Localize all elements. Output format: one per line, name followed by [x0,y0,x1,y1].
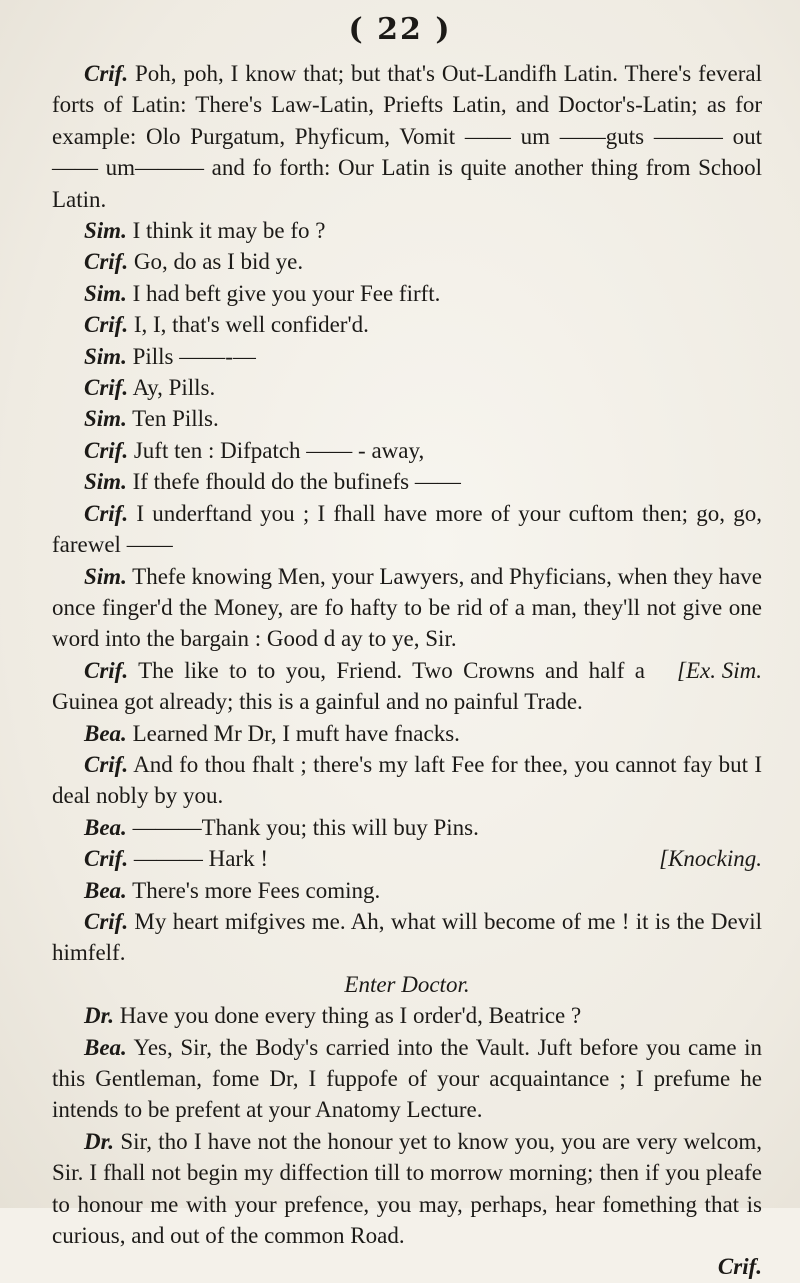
speaker-name: Dr. [84,1128,115,1154]
speech-text: Yes, Sir, the Body's carried into the Vault. Juft before you came in this Gentleman, fome Dr, I fuppofe of your acquaintance ; I prefume he intends to be prefent at your Anatomy Lecture. [52,1034,762,1123]
speech-text: Poh, poh, I know that; but that's Out-Landifh Latin. There's feveral forts of Latin: There's Law-Latin, Priefts Latin, and Doctor's-Latin; as for example: Olo Purgatum, Phyficum, Vomit —— um ——guts ——— out —— um——— and fo forth: Our Latin is quite another thing from School Latin. [52,61,762,212]
speech-text: I had beft give you your Fee firft. [132,280,441,306]
speech-text: Ten Pills. [132,406,219,432]
dialogue-line [52,843,762,874]
catchword: Crif. [717,1254,762,1280]
speaker-name: Crif. [84,657,129,683]
speaker-name: Bea. [84,720,127,746]
speaker-name: Sim. [84,406,127,432]
dialogue-line [52,498,762,561]
dialogue-line [52,875,762,906]
speech-text: Learned Mr Dr, I muft have fnacks. [132,720,460,746]
dialogue-line [52,655,762,718]
speaker-name: Sim. [84,218,127,244]
speech-text: I think it may be fo ? [132,218,326,244]
stage-direction: Enter Doctor. [344,971,470,997]
speech-text-continued: Two Crowns and half a Guinea got already; this is a gainful and no painful Trade. [52,657,646,715]
speech-text: Go, do as I bid ye. [133,249,304,275]
dialogue-line [52,1126,762,1252]
speaker-name: Crif. [84,249,129,275]
speech-text: My heart mifgives me. Ah, what will become of me ! it is the Devil himfelf. [52,908,762,966]
speaker-name: Crif. [84,375,129,401]
speaker-name: Crif. [84,908,129,934]
dialogue-line [52,906,762,969]
dialogue-line [52,466,762,497]
speech-text: Ay, Pills. [132,375,216,401]
speech-text: Thefe knowing Men, your Lawyers, and Phyficians, when they have once finger'd the Money, are fo hafty to be rid of a man, they'll not give one word into the bargain : Good d ay to ye, Sir. [52,563,762,652]
speaker-name: Crif. [84,500,129,526]
speech-text: ——— Hark ! [133,846,268,872]
speaker-name: Sim. [84,343,127,369]
speech-text: If thefe fhould do the bufinefs —— [132,469,461,495]
dialogue-line [52,749,762,812]
speech-text: Juft ten : Difpatch —— - away, [133,437,425,463]
speaker-name: Bea. [84,1034,127,1060]
speaker-name: Sim. [84,563,127,589]
play-text [52,58,762,1283]
speaker-name: Crif. [84,61,129,86]
dialogue-line [52,435,762,466]
speaker-name: Bea. [84,877,127,903]
stage-direction: [Knocking. [659,846,762,872]
speech-text: I underftand you ; I fhall have more of your cuftom then; go, go, farewel —— [52,500,762,558]
speech-text: The like to to you, Friend. [138,657,403,683]
speaker-name: Sim. [84,280,127,306]
dialogue-line [52,246,762,277]
dialogue-line [52,403,762,434]
speaker-name: Crif. [84,751,129,777]
page-number: ( 22 ) [348,12,452,47]
speaker-name: Crif. [84,312,129,338]
dialogue-line [52,1000,762,1031]
dialogue-line [52,718,762,749]
speech-text: Pills ——-— [132,343,256,369]
dialogue-line [52,372,762,403]
dialogue-line [52,812,762,843]
dialogue-line [52,309,762,340]
dialogue-line [52,561,762,655]
speaker-name: Dr. [84,1003,115,1029]
speaker-name: Crif. [84,846,129,872]
speech-text: And fo thou fhalt ; there's my laft Fee for thee, you cannot fay but I deal nobly by you. [52,751,763,809]
dialogue-line [52,215,762,246]
dialogue-line [52,341,762,372]
speech-text: I, I, that's well confider'd. [133,312,369,338]
speech-text: There's more Fees coming. [132,877,381,903]
speaker-name: Bea. [84,814,127,840]
speaker-name: Sim. [84,469,127,495]
speech-text: ———Thank you; this will buy Pins. [132,814,479,840]
stage-direction: [Ex. Sim. [677,657,762,683]
speech-text: Have you done every thing as I order'd, Beatrice ? [119,1003,582,1029]
dialogue-line [52,1032,762,1126]
dialogue-line [52,278,762,309]
speech-text: Sir, tho I have not the honour yet to know you, you are very welcom, Sir. I fhall not begin my diffection till to morrow morning; then if you pleafe to honour me with your prefence, you may, perhaps, hear fomething that is curious, and out of the common Road. [52,1128,763,1249]
dialogue-line [52,58,762,215]
speaker-name: Crif. [84,437,129,463]
